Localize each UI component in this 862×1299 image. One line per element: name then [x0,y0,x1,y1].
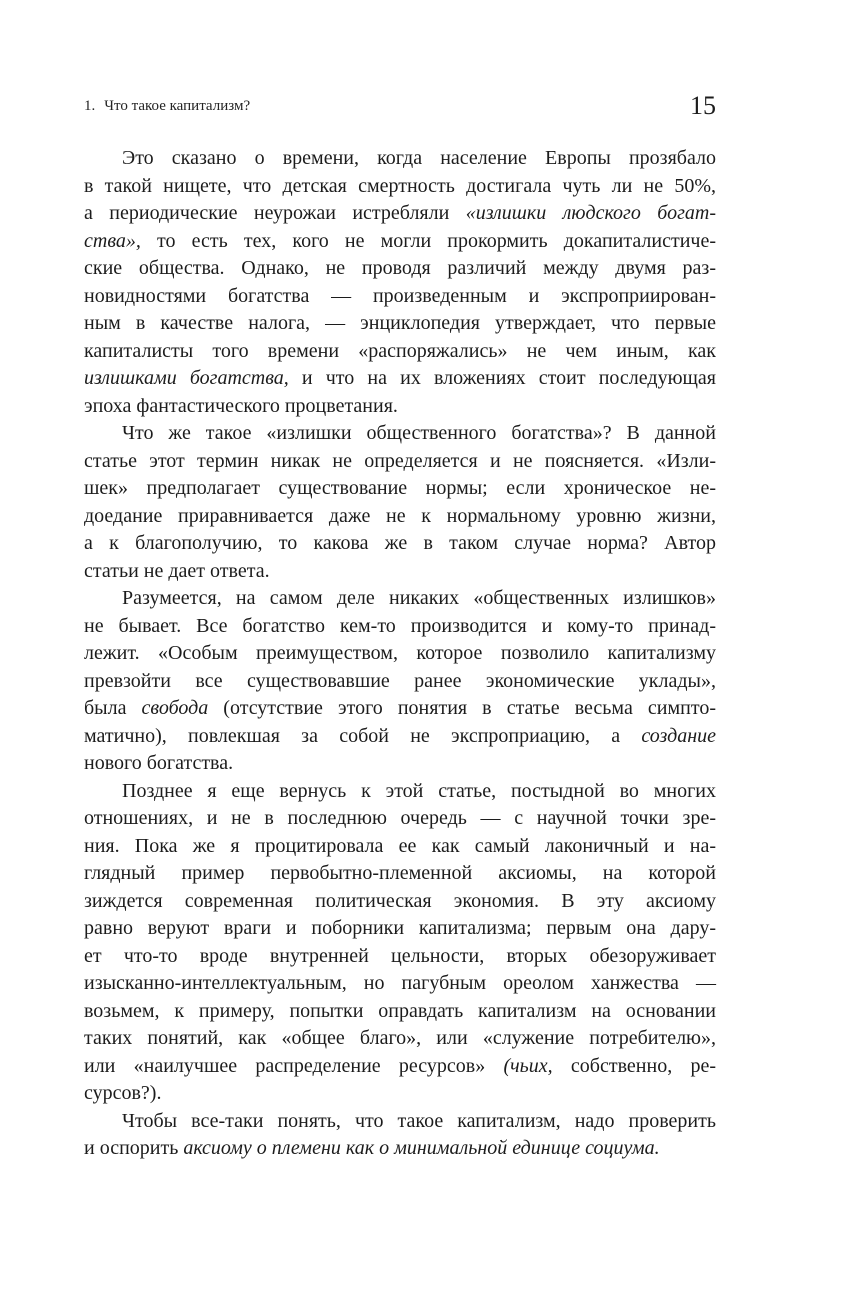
text-line [84,503,716,531]
text-line [84,585,716,613]
text-line [84,420,716,448]
text-line [84,970,716,998]
text-segment: Позднее я еще вернусь к этой статье, постыдной во многих [122,779,716,802]
text-segment: возьмем, к примеру, попытки оправдать капитализм на основании [84,999,716,1022]
text-line [84,338,716,366]
text-segment: доедание приравнивается даже не к нормальному уровню жизни, [84,504,716,527]
text-line [84,723,716,751]
text-line [84,173,716,201]
text-segment: капиталисты того времени «распоряжались» не чем иным, как [84,339,716,362]
italic-text-segment: (чьих, [503,1054,553,1077]
page-number: 15 [690,91,716,120]
text-line [84,200,716,228]
text-segment: Разумеется, на самом деле никаких «общественных излишков» [122,587,716,609]
text-segment: была [84,697,142,719]
text-line [84,1080,716,1108]
text-segment: а периодические неурожаи истребляли [84,202,466,224]
text-line [84,668,716,696]
text-segment: а к благополучию, то какова же в таком случае норма? Автор [84,532,716,554]
paragraph [84,1108,716,1163]
text-segment: матично), повлекшая за собой не экспроприацию, а [84,724,642,747]
paragraph [84,778,716,1108]
text-line [84,695,716,723]
text-line [84,558,716,586]
text-segment: статье этот термин никак не определяется и не поясняется. «Изли- [84,449,716,472]
page-header [84,93,716,123]
text-line [84,778,716,806]
italic-text-segment: свобода [141,697,209,719]
text-segment: нового богатства. [84,752,234,774]
text-line [84,145,716,173]
text-segment: или «наилучшее распределение ресурсов» [84,1054,504,1077]
paragraph [84,420,716,585]
text-line [84,998,716,1026]
text-line [84,888,716,916]
text-segment: (отсутствие этого понятия в статье весьма симпто- [208,697,716,719]
text-segment: то есть тех, кого не могли прокормить докапиталистиче- [157,229,716,252]
text-segment: изысканно-интеллектуальным, но пагубным ореолом ханжества — [84,972,716,994]
paragraph [84,585,716,778]
text-segment: и оспорить [84,1137,184,1159]
text-segment: Это сказано о времени, когда население Европы прозябало [122,147,716,169]
text-line [84,475,716,503]
text-line [84,1108,716,1136]
text-segment: превзойти все существовавшие ранее экономические уклады», [84,669,716,692]
chapter-number: 1. [84,98,96,114]
text-line [84,283,716,311]
text-segment: ным в качестве налога, — энциклопедия утверждает, что первые [84,312,716,334]
text-line [84,915,716,943]
text-line [84,943,716,971]
text-line [84,805,716,833]
italic-text-segment: ства», [84,229,158,252]
text-segment: зиждется современная политическая экономия. В эту аксиому [84,889,716,912]
text-segment: Что же такое «излишки общественного богатства»? В данной [122,422,716,444]
text-segment: и что на их вложениях стоит последующая [288,367,716,389]
running-head [84,93,250,116]
text-segment: ния. Пока же я процитировала ее как самый лаконичный и на- [84,834,716,857]
text-segment: не бывает. Все богатство кем-то производится и кому-то принад- [84,614,716,637]
text-segment: равно веруют враги и поборники капитализма; первым она дару- [84,917,716,939]
text-segment: в такой нищете, что детская смертность достигала чуть ли не 50%, [84,174,716,197]
text-segment: ет что-то вроде внутренней цельности, вторых обезоруживает [84,944,716,967]
text-line [84,310,716,338]
text-segment: лежит. «Особым преимуществом, которое позволило капитализму [84,642,716,664]
italic-text-segment: создание [641,724,716,747]
text-segment: новидностями богатства — произведенным и экспроприирован- [84,284,716,307]
text-line [84,833,716,861]
text-segment: Чтобы все-таки понять, что такое капитализм, надо проверить [122,1109,716,1132]
text-line [84,1135,716,1163]
chapter-title: Что такое капитализм? [104,98,251,114]
paragraph [84,145,716,420]
text-line [84,448,716,476]
text-segment: ские общества. Однако, не проводя различий между двумя раз- [84,257,716,279]
text-line [84,228,716,256]
content-column [84,93,716,1163]
text-segment: эпоха фантастического процветания. [84,394,398,417]
text-line [84,530,716,558]
text-segment: глядный пример первобытно-племенной аксиомы, на которой [84,862,716,884]
italic-text-segment: «излишки людского богат- [465,202,716,224]
text-segment: таких понятий, как «общее благо», или «служение потребителю», [84,1027,716,1049]
text-segment: статьи не дает ответа. [84,559,270,582]
text-segment: собственно, ре- [552,1054,716,1077]
text-line [84,613,716,641]
body-text [84,145,716,1163]
text-line [84,255,716,283]
text-line [84,393,716,421]
text-line [84,640,716,668]
text-segment: отношениях, и не в последнюю очередь — с научной точки зре- [84,807,716,829]
italic-text-segment: аксиому о племени как о минимальной единице социума. [183,1137,660,1159]
text-line [84,860,716,888]
text-line [84,750,716,778]
italic-text-segment: излишками богатства, [84,367,289,389]
text-segment: шек» предполагает существование нормы; если хроническое не- [84,477,716,499]
text-line [84,365,716,393]
text-segment: сурсов?). [84,1082,162,1104]
text-line [84,1053,716,1081]
text-line [84,1025,716,1053]
